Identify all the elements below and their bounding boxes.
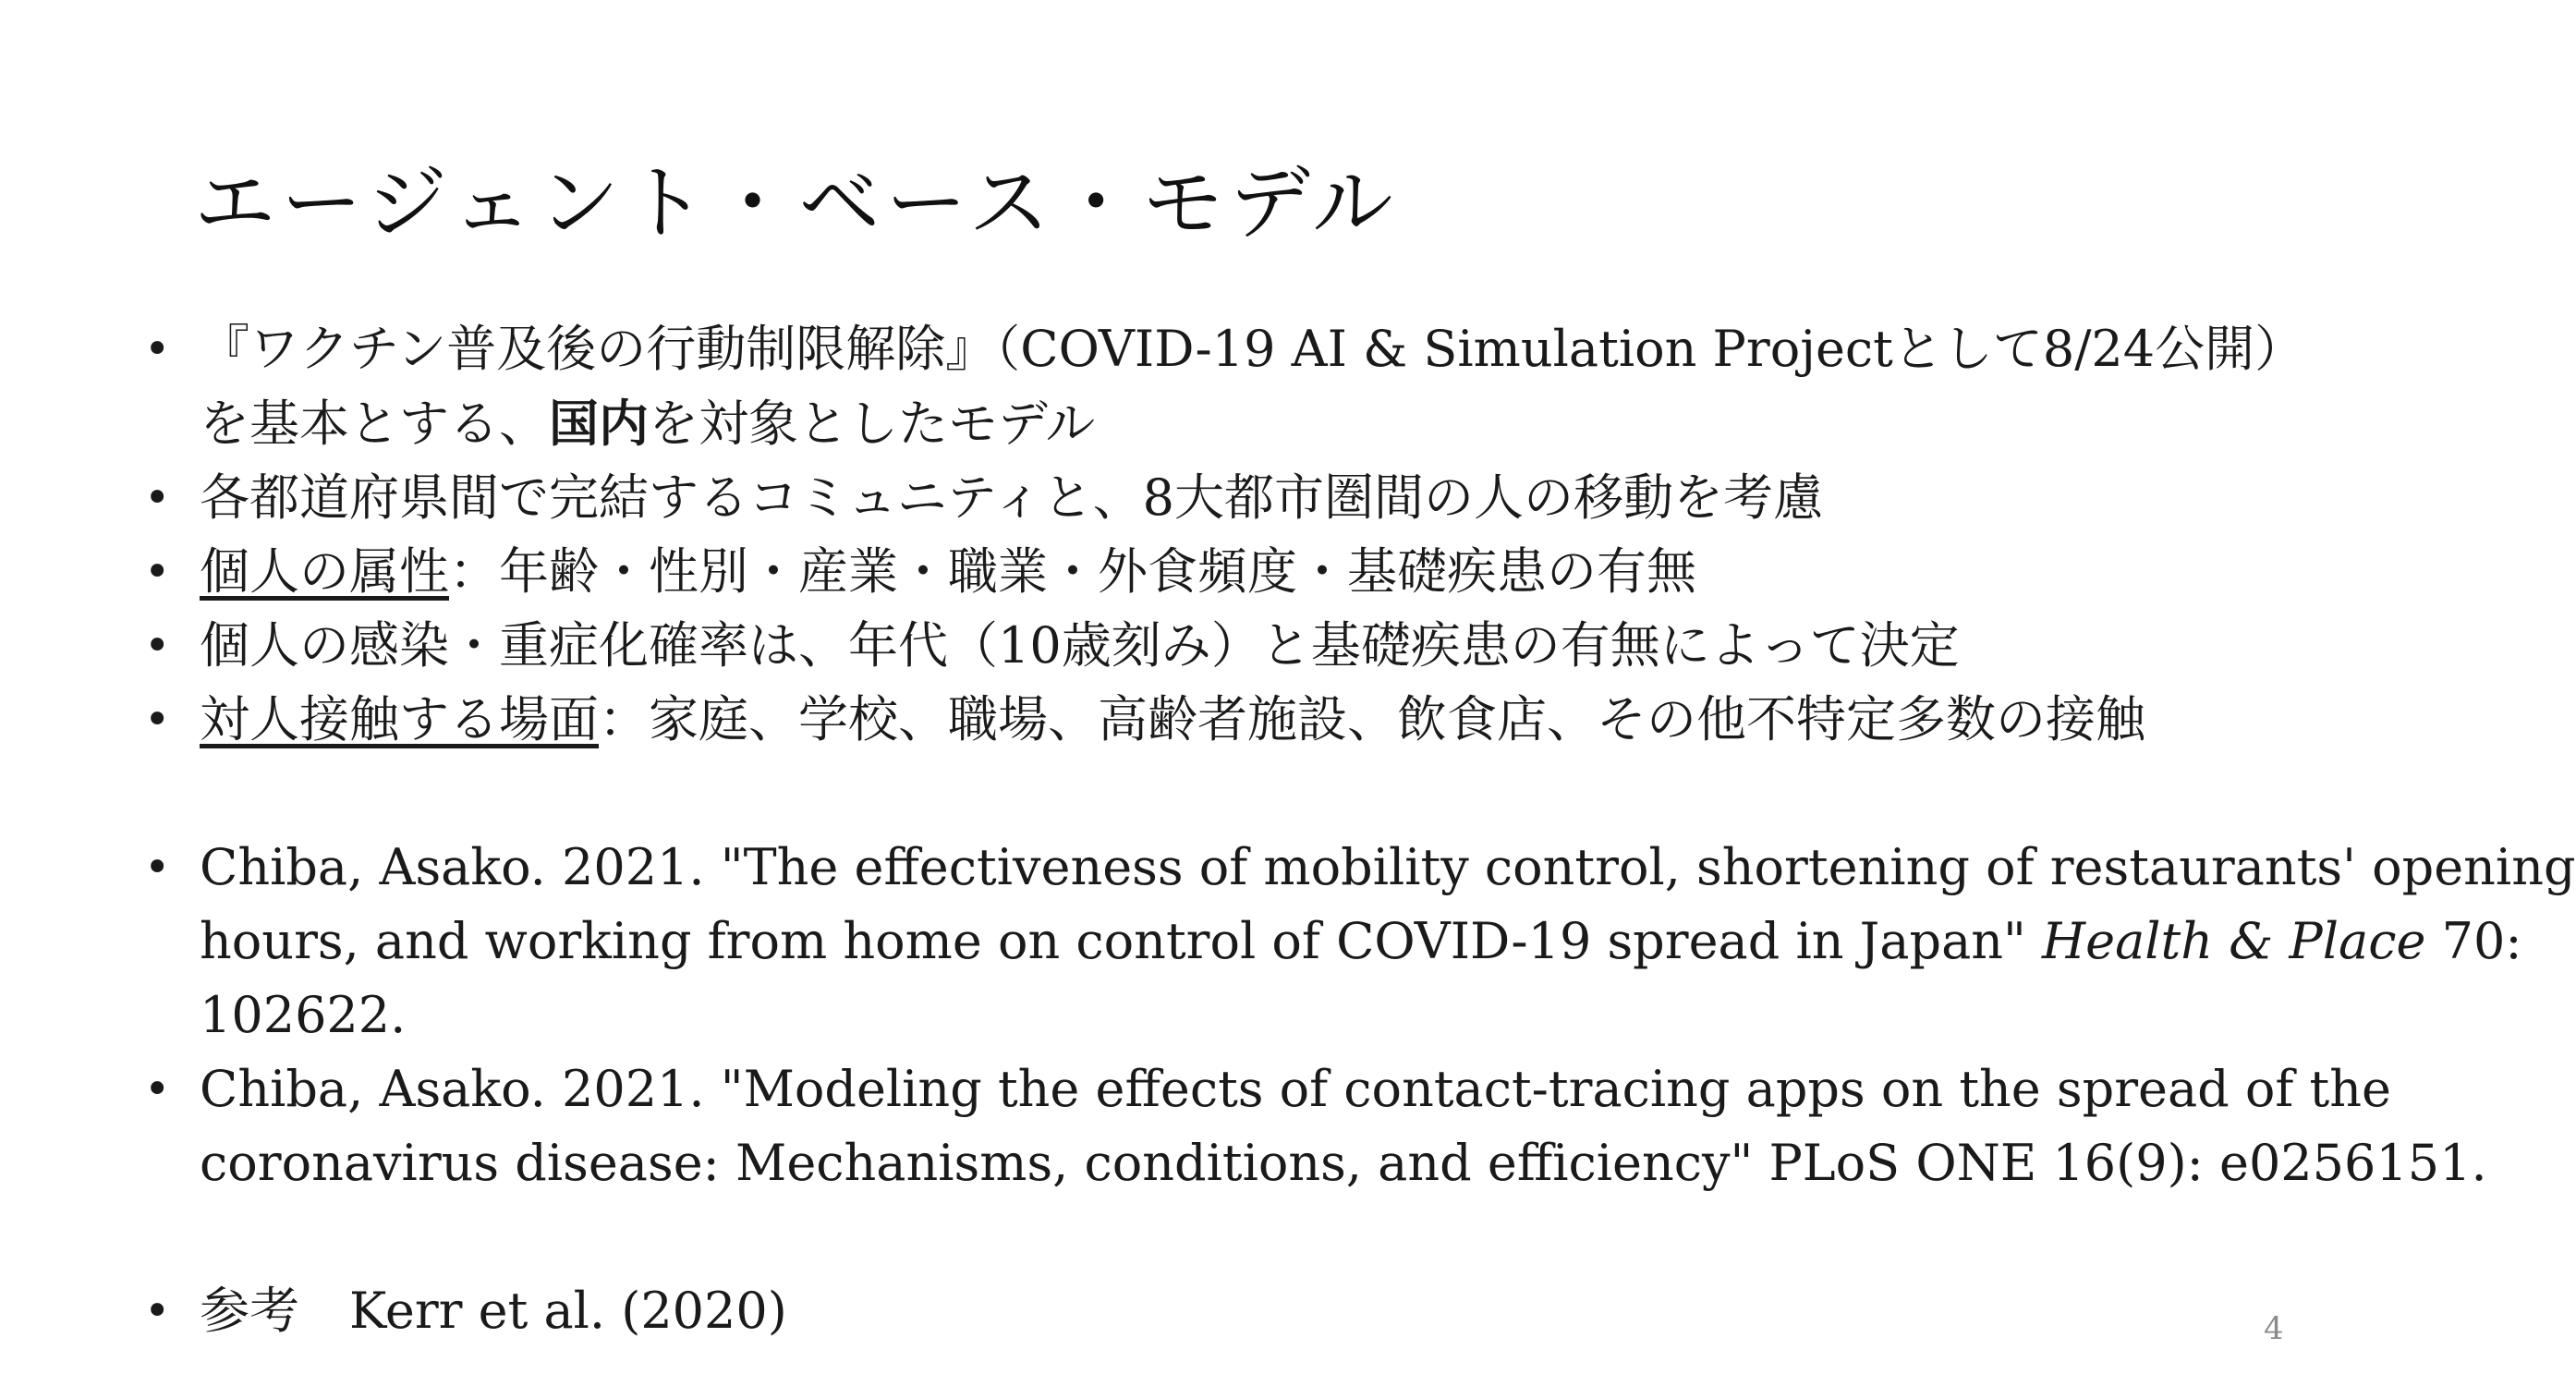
- slide-title: エージェント・ベース・モデル: [194, 155, 1399, 250]
- bullet-list: [139, 312, 2576, 1348]
- bullet-line: coronavirus disease: Mechanisms, conditions, and efficiency" PLoS ONE 16(9): e0256151.: [200, 1134, 2487, 1192]
- bold-text-domestic: 国内: [549, 394, 649, 453]
- bullet-line: • 個人の感染・重症化確率は、年代（10歳刻み）と基礎疾患の有無によって決定: [200, 616, 1960, 675]
- bullet-item-reference-plos-one: [139, 1052, 2487, 1200]
- text-segment: 70:: [2425, 912, 2522, 970]
- text-segment: hours, and working from home on control of COVID-19 spread in Japan": [200, 912, 2043, 970]
- bullet-line: • 各都道府県間で完結するコミュニティと、8大都市圏間の人の移動を考慮: [200, 468, 1823, 527]
- text-segment: ：年齢・性別・産業・職業・外食頻度・基礎疾患の有無: [449, 542, 1696, 601]
- bullet-line: [200, 535, 2393, 609]
- bullet-line: • Chiba, Asako. 2021. "Modeling the effects of contact-tracing apps on the spread of the: [200, 1060, 2391, 1118]
- bullet-item-reference-health-place: [139, 831, 2576, 1052]
- bullet-line: [200, 683, 2393, 757]
- page-number: 4: [2264, 1310, 2284, 1347]
- bullet-item-infection-probability: [139, 609, 2393, 683]
- bullet-item-vaccine-model: [139, 312, 2393, 461]
- journal-title: Health & Place: [2042, 912, 2426, 970]
- bullet-item-reference-kerr: [139, 1274, 2393, 1348]
- bullet-item-contact-settings: [139, 683, 2393, 757]
- bullet-line: [200, 905, 2522, 979]
- bullet-item-individual-attributes: [139, 535, 2393, 609]
- text-segment: を対象としたモデル: [649, 395, 1096, 453]
- bullet-line: [200, 386, 2393, 461]
- bullet-spacer: [139, 757, 2393, 831]
- underlined-text: 個人の属性: [200, 542, 449, 601]
- bullet-line: • 参考 Kerr et al. (2020): [200, 1282, 787, 1340]
- bullet-line: 102622.: [200, 986, 407, 1044]
- bullet-line: • Chiba, Asako. 2021. "The effectiveness of mobility control, shortening of restaurants' opening: [200, 838, 2576, 896]
- text-segment: ：家庭、学校、職場、高齢者施設、飲食店、その他不特定多数の接触: [599, 690, 2145, 748]
- text-segment: を基本とする、: [200, 395, 549, 453]
- bullet-item-community-mobility: [139, 461, 2393, 535]
- bullet-line: • 『ワクチン普及後の行動制限解除』（COVID-19 AI & Simulation Projectとして8/24公開）: [200, 320, 2305, 378]
- bullet-spacer: [139, 1200, 2393, 1274]
- underlined-text: 対人接触する場面: [200, 690, 599, 748]
